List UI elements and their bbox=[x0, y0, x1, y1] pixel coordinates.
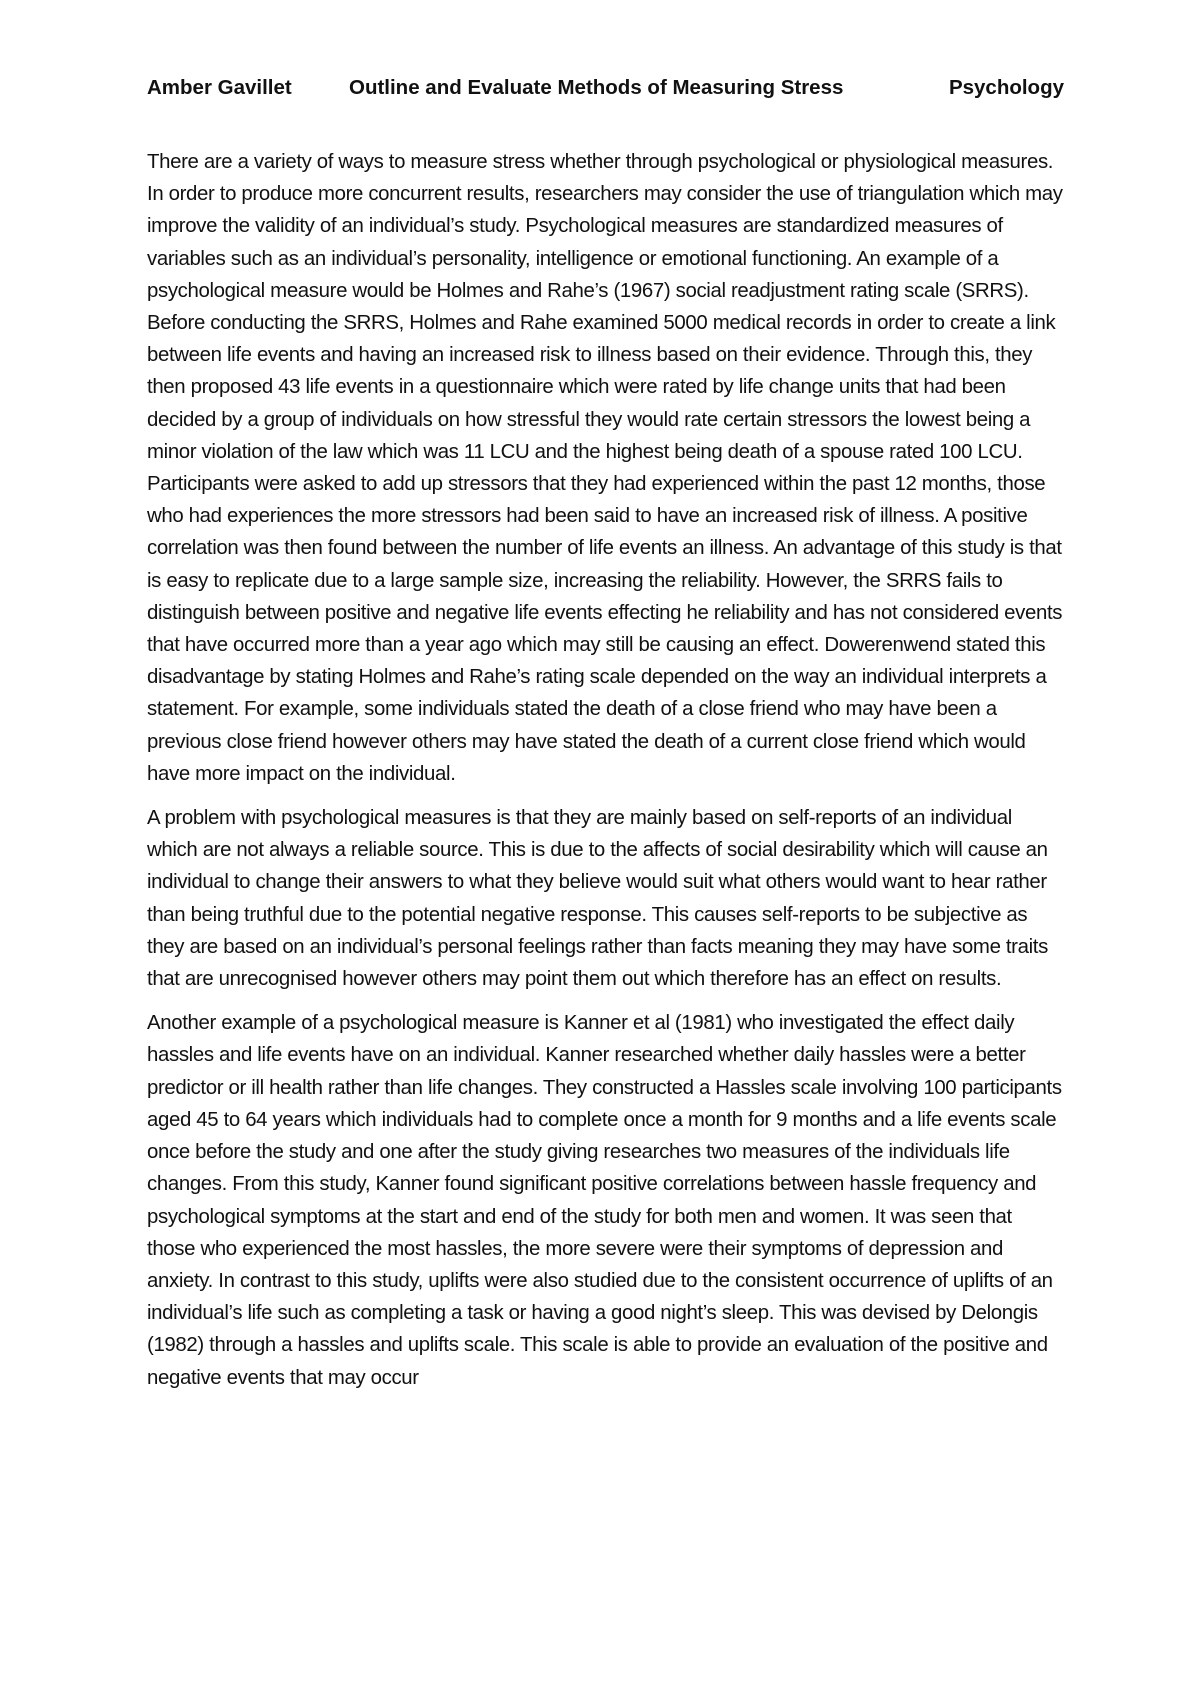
paragraph-2: A problem with psychological measures is that they are mainly based on self-reports of an individual which are not always a reliable source. This is due to the affects of social desirability which will cause an individual to change their answers to what they believe would suit what others would want to hear rather than being truthful due to the potential negative response. This causes self-reports to be subjective as they are based on an individual’s personal feelings rather than facts meaning they may have some traits that are unrecognised however others may point them out which therefore has an effect on results. bbox=[147, 807, 1048, 991]
header-title: Outline and Evaluate Methods of Measuring Stress bbox=[349, 76, 844, 99]
document-body bbox=[147, 146, 1064, 1406]
paragraph-3: Another example of a psychological measure is Kanner et al (1981) who investigated the effect daily hassles and life events have on an individual. Kanner researched whether daily hassles were a better predictor or ill health rather than life changes. They constructed a Hassles scale involving 100 participants aged 45 to 64 years which individuals had to complete once a month for 9 months and a life events scale once before the study and one after the study giving researches two measures of the individuals life changes. From this study, Kanner found significant positive correlations between hassle frequency and psychological symptoms at the start and end of the study for both men and women. It was seen that those who experienced the most hassles, the more severe were their symptoms of depression and anxiety. In contrast to this study, uplifts were also studied due to the consistent occurrence of uplifts of an individual’s life such as completing a task or having a good night’s sleep. This was devised by Delongis (1982) through a hassles and uplifts scale. This scale is able to provide an evaluation of the positive and negative events that may occur bbox=[147, 1012, 1062, 1389]
page-header bbox=[147, 72, 1064, 104]
paragraph-1: There are a variety of ways to measure stress whether through psychological or physiological measures. In order to produce more concurrent results, researchers may consider the use of triangulation which may improve the validity of an individual’s study. Psychological measures are standardized measures of variables such as an individual’s personality, intelligence or emotional functioning. An example of a psychological measure would be Holmes and Rahe’s (1967) social readjustment rating scale (SRRS). Before conducting the SRRS, Holmes and Rahe examined 5000 medical records in order to create a link between life events and having an increased risk to illness based on their evidence. Through this, they then proposed 43 life events in a questionnaire which were rated by life change units that had been decided by a group of individuals on how stressful they would rate certain stressors the lowest being a minor violation of the law which was 11 LCU and the highest being death of a spouse rated 100 LCU. Participants were asked to add up stressors that they had experienced within the past 12 months, those who had experiences the more stressors had been said to have an increased risk of illness. A positive correlation was then found between the number of life events an illness. An advantage of this study is that is easy to replicate due to a large sample size, increasing the reliability. However, the SRRS fails to distinguish between positive and negative life events effecting he reliability and has not considered events that have occurred more than a year ago which may still be causing an effect. Dowerenwend stated this disadvantage by stating Holmes and Rahe’s rating scale depended on the way an individual interprets a statement. For example, some individuals stated the death of a close friend who may have been a previous close friend however others may have stated the death of a current close friend which would have more impact on the individual. bbox=[147, 151, 1063, 785]
header-subject: Psychology bbox=[948, 76, 1064, 99]
header-author: Amber Gavillet bbox=[147, 76, 292, 99]
